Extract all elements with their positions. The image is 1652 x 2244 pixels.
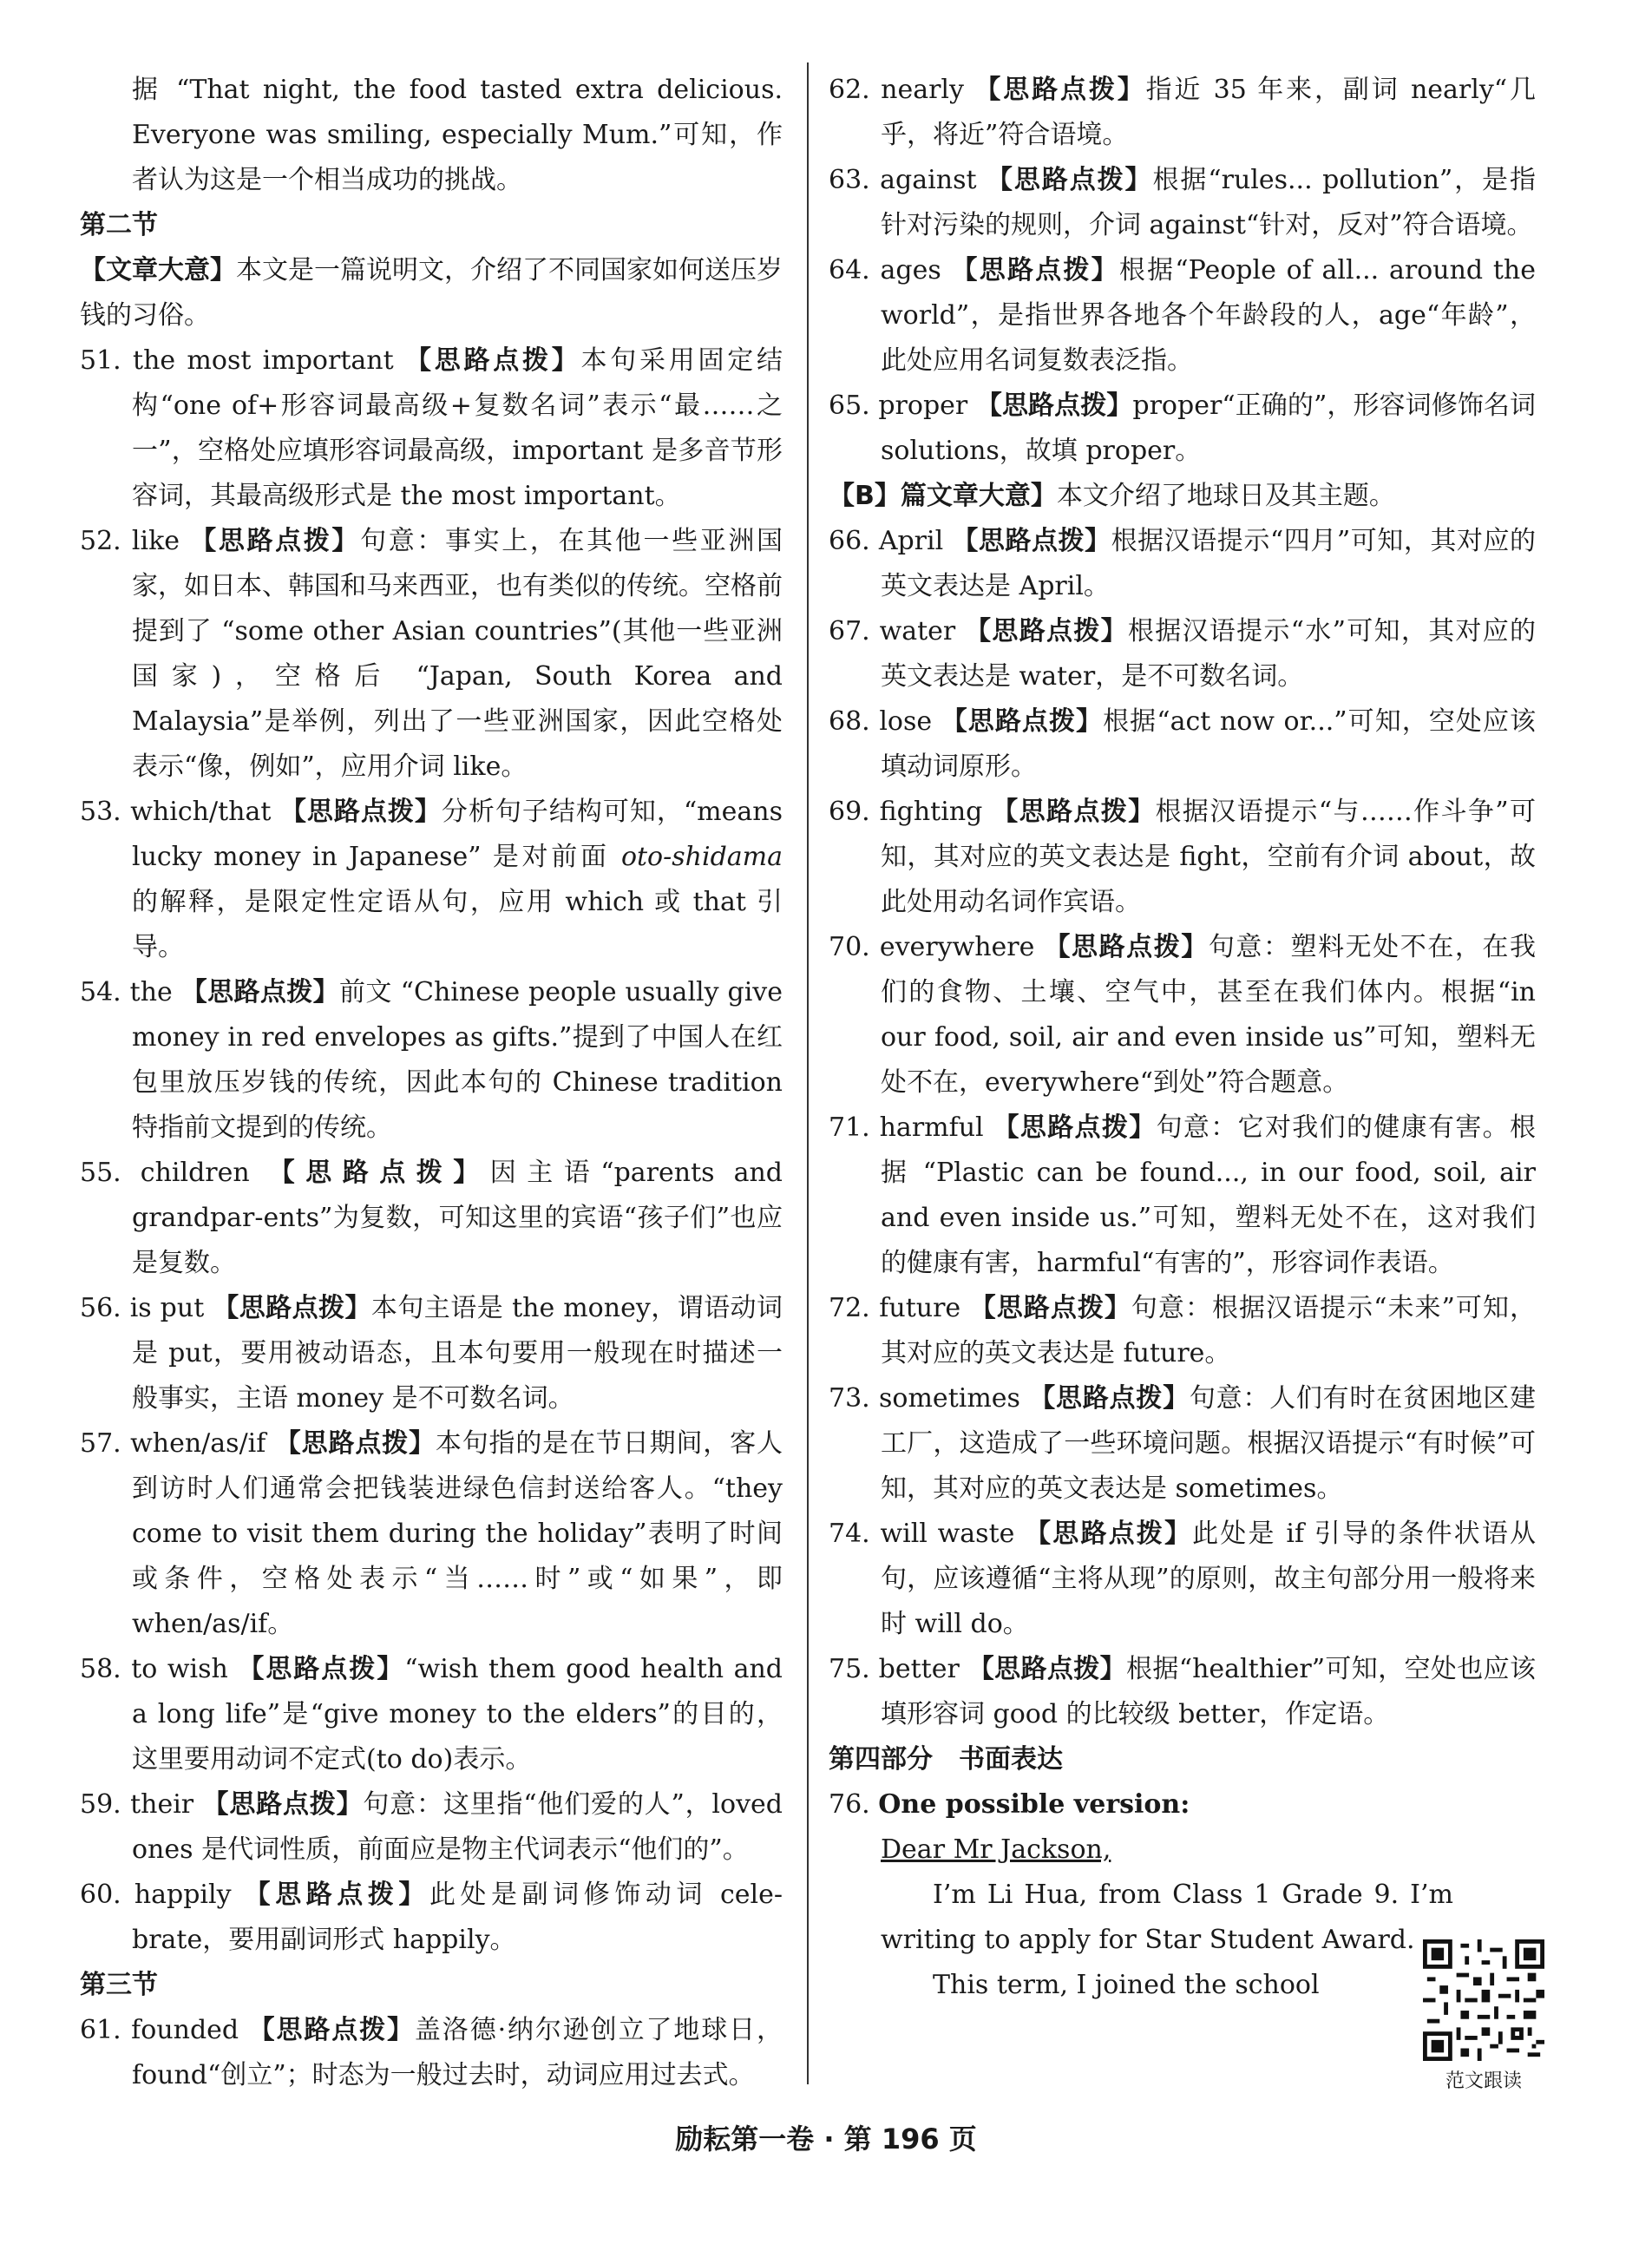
answer-item	[80, 338, 783, 519]
answer-text: will waste	[880, 1519, 1015, 1549]
explanation-text: 句意：根据汉语提示“未来”可知，其对应的英文表达是 future。	[881, 1293, 1536, 1368]
qr-code-block[interactable]	[1423, 1939, 1544, 2099]
answer-text: the most important	[133, 345, 394, 376]
item-number: 63.	[829, 165, 870, 195]
passage-b-summary	[829, 474, 1536, 519]
item-number: 73.	[829, 1383, 870, 1414]
item-number: 55.	[80, 1158, 121, 1188]
item-number: 51.	[80, 345, 121, 376]
item-number: 59.	[80, 1789, 121, 1820]
summary-tag: 【B】篇文章大意】	[829, 481, 1057, 511]
explanation-text: 根据“People of all... around the world”，是指世界各地各个年龄段的人，age“年龄”，此处应用名词复数表泛指。	[881, 255, 1536, 376]
explanation-text: “wish them good health and a long life”是“give money to the elders”的目的，这里要用动词不定式(to do)表示。	[132, 1654, 783, 1775]
answer-item	[80, 1421, 783, 1647]
letter-greeting: Dear Mr Jackson,	[881, 1834, 1111, 1865]
explanation-text: 本句指的是在节日期间，客人到访时人们通常会把钱装进绿色信封送给客人。“they come to visit them during the holiday”表明了时间或条件，空格处表示“当……时”或“如果”，即 when/as/if。	[132, 1428, 783, 1639]
explanation-text: 此处是副词修饰动词 cele-brate，要用副词形式 happily。	[132, 1880, 783, 1955]
answer-text: to wish	[131, 1654, 228, 1684]
item-number: 66.	[829, 526, 870, 556]
hint-tag: 【思路点拨】	[180, 977, 339, 1007]
explanation-text: 盖洛德·纳尔逊创立了地球日，found“创立”；时态为一般过去时，动词应用过去式。	[132, 2015, 783, 2090]
answer-item	[80, 1286, 783, 1421]
hint-tag: 【思路点拨】	[951, 255, 1119, 285]
hint-tag: 【思路点拨】	[274, 1428, 436, 1459]
hint-tag: 【思路点拨】	[974, 75, 1146, 105]
answer-text: sometimes	[879, 1383, 1020, 1414]
letter-paragraph-1: I’m Li Hua, from Class 1 Grade 9. I’m writing to apply for Star Student Award.	[881, 1880, 1453, 1955]
explanation-text: 句意：它对我们的健康有害。根据 “Plastic can be found..., in our food, soil, air and even inside us.”可知，塑料无处不在，这对我们的健康有害，harmful“有害的”，形容词作表语。	[881, 1112, 1537, 1278]
answer-text: fighting	[879, 797, 983, 827]
hint-tag: 【思路点拨】	[952, 526, 1111, 556]
answer-item	[829, 384, 1536, 474]
item-number: 54.	[80, 977, 121, 1007]
left-answer-list	[80, 338, 783, 1963]
answer-item	[829, 790, 1536, 925]
answer-text: which/that	[130, 797, 272, 827]
answer-text: better	[878, 1654, 960, 1684]
answer-item	[829, 1106, 1536, 1286]
answer-text: their	[130, 1789, 194, 1820]
explanation-text: 句意：塑料无处不在，在我们的食物、土壤、空气中，甚至在我们体内。根据“in our food, soil, air and even inside us”可知，塑料无处不在，everywhere“到处”符合题意。	[881, 932, 1536, 1098]
answer-item	[829, 699, 1536, 790]
explanation-text: 指近 35 年来，副词 nearly“几乎，将近”符合语境。	[881, 75, 1536, 150]
explanation-text: 因主语“parents and grandpar-ents”为复数，可知这里的宾语“孩子们”也应是复数。	[132, 1158, 783, 1278]
hint-tag: 【思路点拨】	[975, 390, 1133, 421]
answer-item	[80, 970, 783, 1151]
item-number: 52.	[80, 526, 121, 556]
item-number: 71.	[829, 1112, 870, 1143]
hint-tag: 【思路点拨】	[268, 1158, 490, 1188]
intro-continuation: 据 “That night, the food tasted extra delicious. Everyone was smiling, especially Mum.”可知，作者认为这是一个相当成功的挑战。	[132, 75, 783, 195]
hint-tag: 【思路点拨】	[969, 1293, 1131, 1323]
qr-caption: 范文跟读	[1445, 2070, 1522, 2092]
item-76	[829, 1782, 1536, 1827]
item-number: 67.	[829, 616, 870, 646]
answer-text: water	[879, 616, 956, 646]
item-number: 69.	[829, 797, 870, 827]
item-number: 64.	[829, 255, 870, 285]
summary-text: 本文是一篇说明文，介绍了不同国家如何送压岁钱的习俗。	[80, 255, 783, 331]
explanation-text: proper“正确的”，形容词修饰名词 solutions，故填 proper。	[881, 390, 1536, 466]
answer-item	[829, 519, 1536, 609]
answer-text: children	[140, 1158, 250, 1188]
item-number: 61.	[80, 2015, 121, 2045]
italic-term: oto-shidama	[620, 842, 783, 872]
answer-text: is put	[129, 1293, 205, 1323]
hint-tag: 【思路点拨】	[248, 2015, 415, 2045]
hint-tag: 【思路点拨】	[993, 1112, 1157, 1143]
section-2-title: 第二节	[80, 210, 158, 240]
right-column	[829, 68, 1536, 2008]
explanation-text: 根据汉语提示“四月”可知，其对应的英文表达是 April。	[881, 526, 1536, 601]
hint-tag: 【思路点拨】	[986, 165, 1153, 195]
hint-tag: 【思路点拨】	[202, 1789, 364, 1820]
hint-tag: 【思路点拨】	[238, 1654, 405, 1684]
answer-item	[829, 1647, 1536, 1737]
item-number: 74.	[829, 1519, 870, 1549]
item-number: 56.	[80, 1293, 121, 1323]
answer-item	[80, 1151, 783, 1286]
answer-text: founded	[131, 2015, 239, 2045]
hint-tag: 【思路点拨】	[279, 797, 442, 827]
answer-item	[829, 609, 1536, 699]
answer-item	[80, 2008, 783, 2098]
hint-tag: 【思路点拨】	[1025, 1519, 1193, 1549]
answer-text: like	[131, 526, 180, 556]
answer-text: ages	[880, 255, 941, 285]
item-number: 76.	[829, 1789, 870, 1820]
hint-tag: 【思路点拨】	[404, 345, 581, 376]
answer-text: lose	[879, 706, 933, 737]
column-divider	[807, 62, 809, 2084]
answer-text: happily	[134, 1880, 232, 1910]
answer-item	[80, 519, 783, 790]
answer-text: against	[880, 165, 977, 195]
section-3-title: 第三节	[80, 1970, 158, 2000]
hint-tag: 【思路点拨】	[1044, 932, 1209, 962]
explanation-text: 句意：事实上，在其他一些亚洲国家，如日本、韩国和马来西亚，也有类似的传统。空格前提到了 “some other Asian countries”(其他一些亚洲国家)，空格后 “Japan, South Korea and Malaysia”是举例，列出了一些亚洲国家，因此空格处表示“像，例如”，应用介词 like。	[132, 526, 783, 782]
left-column	[80, 68, 783, 2098]
section-2-summary	[80, 248, 783, 338]
right-answer-list	[829, 68, 1536, 474]
summary-tag: 【文章大意】	[80, 255, 236, 285]
hint-tag: 【思路点拨】	[941, 706, 1104, 737]
answer-text: the	[129, 977, 173, 1007]
explanation-text: 句意：人们有时在贫困地区建工厂，这造成了一些环境问题。根据汉语提示“有时候”可知，其对应的英文表达是 sometimes。	[881, 1383, 1537, 1504]
answer-item	[80, 790, 783, 970]
explanation-text: 根据“rules... pollution”，是指针对污染的规则，介词 against“针对，反对”符合语境。	[881, 165, 1536, 240]
hint-tag: 【思路点拨】	[244, 1880, 429, 1910]
explanation-text: 本句主语是 the money，谓语动词是 put，要用被动语态，且本句要用一般现在时描述一般事实，主语 money 是不可数名词。	[132, 1293, 783, 1414]
item-number: 57.	[80, 1428, 121, 1459]
explanation-text: 根据“healthier”可知，空处也应该填形容词 good 的比较级 better，作定语。	[881, 1654, 1537, 1729]
item-number: 60.	[80, 1880, 121, 1910]
answer-item	[80, 1647, 783, 1782]
part-4-title: 第四部分 书面表达	[829, 1744, 1063, 1775]
explanation-text: 根据“act now or...”可知，空处应该填动词原形。	[881, 706, 1537, 782]
answer-text: April	[878, 526, 944, 556]
item-number: 58.	[80, 1654, 121, 1684]
right-answer-list-b	[829, 519, 1536, 1737]
hint-tag: 【思路点拨】	[1029, 1383, 1190, 1414]
explanation-text: 根据汉语提示“与……作斗争”可知，其对应的英文表达是 fight，空前有介词 about，故此处用动名词作宾语。	[881, 797, 1537, 917]
item-number: 68.	[829, 706, 870, 737]
explanation-text: 的解释，是限定性定语从句，应用 which 或 that 引导。	[132, 887, 783, 962]
item-number: 53.	[80, 797, 121, 827]
explanation-text: 句意：这里指“他们爱的人”，loved ones 是代词性质，前面应是物主代词表示“他们的”。	[132, 1789, 783, 1865]
answer-item	[829, 1376, 1536, 1512]
explanation-text: 分析句子结构可知，“means lucky money in Japanese” 是对前面	[132, 797, 783, 872]
answer-item	[829, 158, 1536, 248]
page-footer: 励耘第一卷 · 第 196 页	[675, 2123, 977, 2155]
answer-text: nearly	[881, 75, 964, 105]
answer-item	[829, 248, 1536, 384]
answer-text: proper	[878, 390, 968, 421]
explanation-text: 根据汉语提示“水”可知，其对应的英文表达是 water，是不可数名词。	[881, 616, 1537, 692]
hint-tag: 【思路点拨】	[965, 616, 1128, 646]
answer-item	[829, 68, 1536, 158]
explanation-text: 本句采用固定结构“one of+形容词最高级+复数名词”表示“最……之一”，空格处应填形容词最高级，important 是多音节形容词，其最高级形式是 the most important。	[132, 345, 783, 511]
hint-tag: 【思路点拨】	[967, 1654, 1126, 1684]
qr-code-icon[interactable]	[1423, 1939, 1544, 2061]
item-number: 65.	[829, 390, 870, 421]
answer-item	[80, 1873, 783, 1963]
hint-tag: 【思路点拨】	[992, 797, 1156, 827]
summary-text: 本文介绍了地球日及其主题。	[1056, 481, 1395, 511]
answer-text: everywhere	[879, 932, 1035, 962]
explanation-text: 此处是 if 引导的条件状语从句，应该遵循“主将从现”的原则，故主句部分用一般将来时 will do。	[881, 1519, 1536, 1639]
item-number: 70.	[829, 932, 870, 962]
explanation-text: 前文 “Chinese people usually give money in red envelopes as gifts.”提到了中国人在红包里放压岁钱的传统，因此本句的 Chinese tradition 特指前文提到的传统。	[132, 977, 783, 1143]
answer-text: future	[879, 1293, 961, 1323]
answer-text: when/as/if	[130, 1428, 266, 1459]
answer-text: harmful	[879, 1112, 984, 1143]
hint-tag: 【思路点拨】	[213, 1293, 371, 1323]
item-76-title: One possible version:	[878, 1789, 1190, 1820]
item-number: 72.	[829, 1293, 870, 1323]
hint-tag: 【思路点拨】	[190, 526, 361, 556]
left-answer-list-3	[80, 2008, 783, 2098]
answer-item	[829, 1286, 1536, 1376]
item-number: 75.	[829, 1654, 870, 1684]
item-number: 62.	[829, 75, 870, 105]
answer-item	[829, 1512, 1536, 1647]
letter-paragraph-2: This term, I joined the school	[933, 1970, 1320, 2000]
answer-item	[829, 925, 1536, 1106]
answer-item	[80, 1782, 783, 1873]
